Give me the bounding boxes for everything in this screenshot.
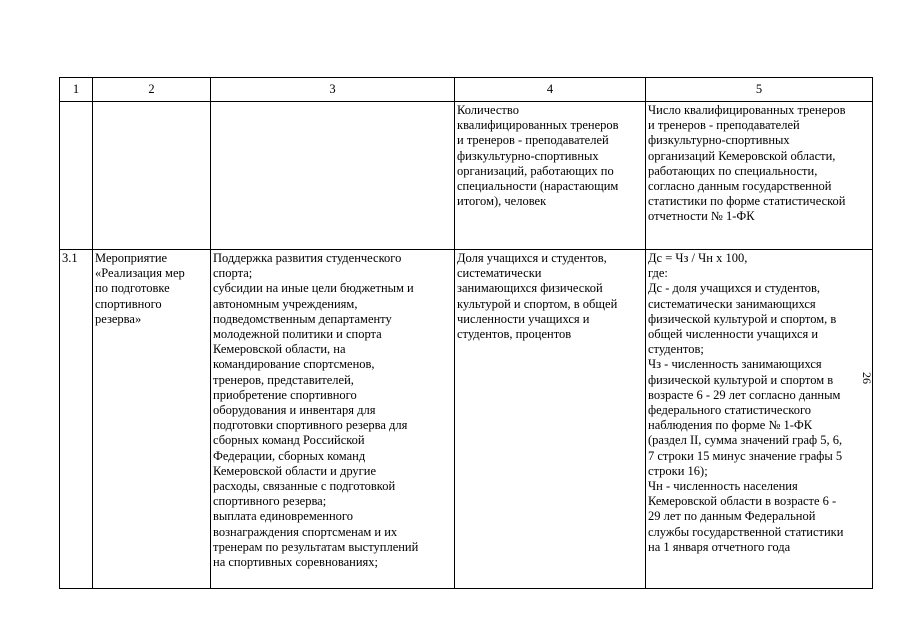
header-cell-4: 4 <box>455 78 646 102</box>
header-cell-2: 2 <box>93 78 211 102</box>
row2-method-cell: Дс = Чз / Чн x 100, где: Дс - доля учащихся и студентов, систематически занимающихся физической культурой и спортом, в общей численности учащихся и студентов; Чз - численность занимающихся физической культурой и спортом в возрасте 6 - 29 лет согласно данным федерального статистического наблюдения по форме № 1-ФК (раздел II, сумма значений граф 5, 6, 7 строки 15 минус значение графы 5 строки 16); Чн - численность населения Кемеровской области в возрасте 6 - 29 лет по данным Федеральной службы государственной статистики на 1 января отчетного года <box>646 250 873 589</box>
row2-event-cell: Мероприятие «Реализация мер по подготовке спортивного резерва» <box>93 250 211 589</box>
page-number: 26 <box>860 372 874 384</box>
header-cell-3: 3 <box>211 78 455 102</box>
row2-indicator-cell: Доля учащихся и студентов, систематически занимающихся физической культурой и спортом, в общей численности учащихся и студентов, процентов <box>455 250 646 589</box>
header-cell-5: 5 <box>646 78 873 102</box>
table-header-row <box>60 78 873 102</box>
document-table <box>59 77 873 589</box>
table-row <box>60 250 873 589</box>
row2-description-cell: Поддержка развития студенческого спорта; субсидии на иные цели бюджетным и автономным учреждениям, подведомственным департаменту молодежной политики и спорта Кемеровской области, на командирование спортсменов, тренеров, представителей, приобретение спортивного оборудования и инвентаря для подготовки спортивного резерва для сборных команд Российской Федерации, сборных команд Кемеровской области и другие расходы, связанные с подготовкой спортивного резерва; выплата единовременного вознаграждения спортсменам и их тренерам по результатам выступлений на спортивных соревнованиях; <box>211 250 455 589</box>
row1-description-cell <box>211 102 455 250</box>
header-cell-1: 1 <box>60 78 93 102</box>
row1-indicator-cell: Количество квалифицированных тренеров и тренеров - преподавателей физкультурно-спортивных организаций, работающих по специальности (нарастающим итогом), человек <box>455 102 646 250</box>
table-row <box>60 102 873 250</box>
row1-number-cell <box>60 102 93 250</box>
row1-method-cell: Число квалифицированных тренеров и тренеров - преподавателей физкультурно-спортивных организаций Кемеровской области, работающих по специальности, согласно данным государственной статистики по форме статистической отчетности № 1-ФК <box>646 102 873 250</box>
row2-number-cell: 3.1 <box>60 250 93 589</box>
row1-event-cell <box>93 102 211 250</box>
